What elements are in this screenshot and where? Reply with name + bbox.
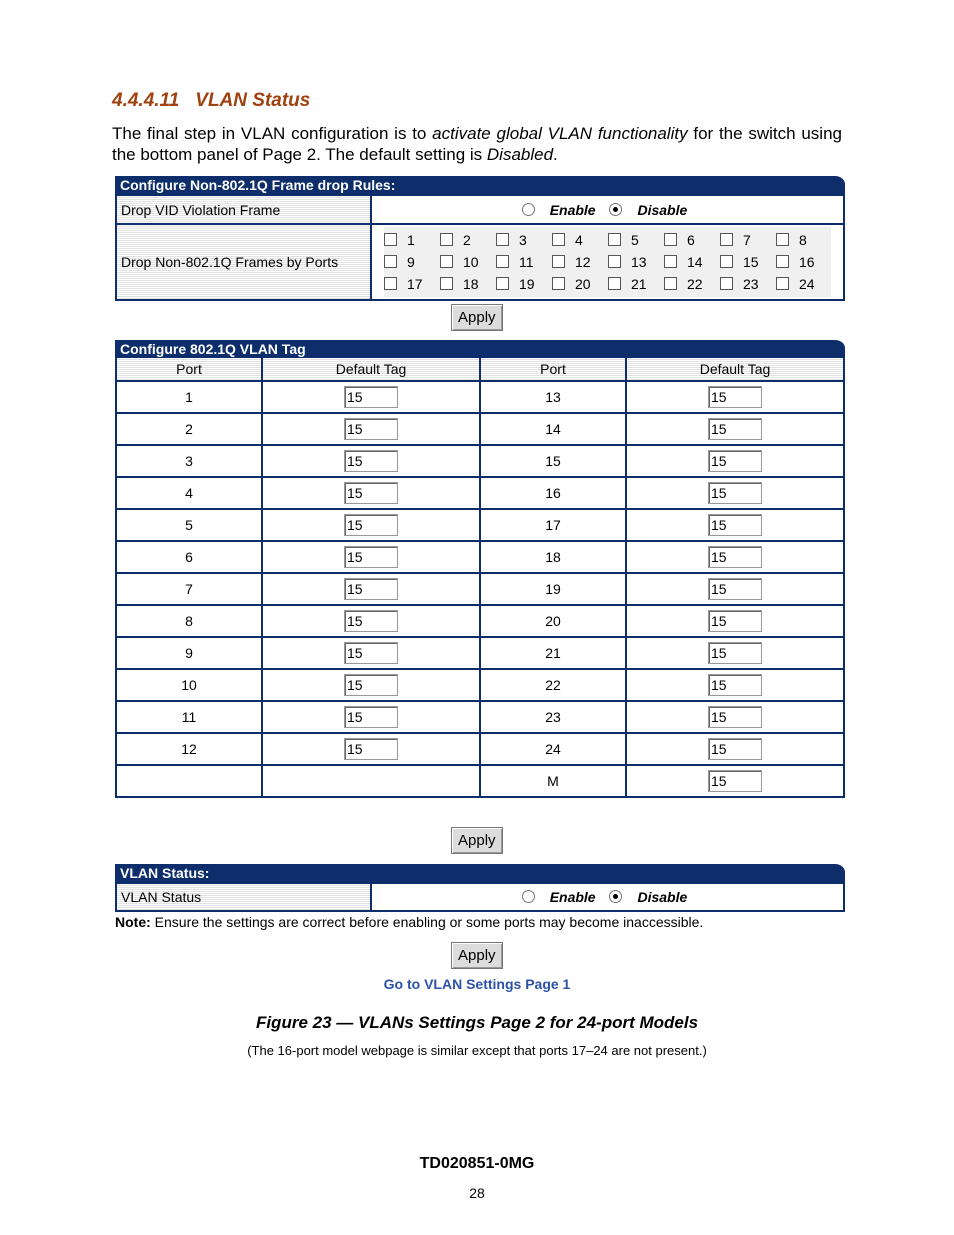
port-checkbox[interactable] — [608, 233, 621, 246]
port-checkbox[interactable] — [664, 233, 677, 246]
default-tag-input[interactable]: 15 — [344, 418, 398, 440]
intro-text-3: . — [553, 145, 558, 164]
port-checkbox[interactable] — [440, 277, 453, 290]
default-tag-cell — [626, 381, 844, 413]
port-checkbox-label: 20 — [575, 276, 591, 292]
section-number: 4.4.4.11 — [112, 90, 180, 111]
document-id: TD020851-0MG — [419, 1155, 535, 1172]
section-title: VLAN Status — [195, 90, 311, 111]
port-checkbox-item[interactable] — [664, 273, 720, 295]
panel-title: Configure Non-802.1Q Frame drop Rules: — [115, 176, 845, 194]
figure-caption: Figure 23 — VLANs Settings Page 2 for 24-port Models — [255, 1013, 699, 1032]
row-label-vid-violation: Drop VID Violation Frame — [116, 195, 371, 224]
port-checkbox-label: 19 — [519, 276, 535, 292]
enable-label: Enable — [549, 201, 596, 218]
port-cell: 7 — [116, 573, 262, 605]
default-tag-cell — [626, 701, 844, 733]
vlan-tag-table — [115, 358, 845, 798]
default-tag-input[interactable]: 15 — [344, 482, 398, 504]
port-checkbox-item[interactable] — [608, 251, 664, 273]
note-body: Ensure the settings are correct before enabling or some ports may become inaccessible. — [150, 914, 704, 930]
default-tag-input[interactable]: 15 — [708, 578, 762, 600]
port-checkbox-item[interactable] — [552, 229, 608, 251]
port-checkbox-label: 1 — [407, 232, 415, 248]
header-default-tag: Default Tag — [262, 358, 480, 381]
default-tag-input[interactable]: 15 — [344, 546, 398, 568]
default-tag-input[interactable]: 15 — [708, 674, 762, 696]
port-checkbox-item[interactable] — [552, 251, 608, 273]
port-checkbox-item[interactable] — [496, 229, 552, 251]
default-tag-cell — [262, 413, 480, 445]
default-tag-cell — [262, 637, 480, 669]
port-checkbox-item[interactable] — [440, 229, 496, 251]
port-checkbox[interactable] — [664, 255, 677, 268]
default-tag-cell — [262, 733, 480, 765]
table-row — [116, 733, 844, 765]
port-checkbox-label: 9 — [407, 254, 415, 270]
frame-drop-table — [115, 194, 845, 301]
port-cell: 12 — [116, 733, 262, 765]
port-checkbox-label: 13 — [631, 254, 647, 270]
port-checkbox-item[interactable] — [496, 251, 552, 273]
default-tag-input[interactable]: 15 — [708, 418, 762, 440]
default-tag-input[interactable]: 15 — [344, 578, 398, 600]
table-row — [116, 605, 844, 637]
header-port: Port — [116, 358, 262, 381]
port-checkbox[interactable] — [608, 255, 621, 268]
table-row — [116, 445, 844, 477]
port-checkbox[interactable] — [496, 233, 509, 246]
frame-drop-rules-panel — [115, 176, 845, 301]
default-tag-input[interactable]: 15 — [344, 738, 398, 760]
default-tag-input[interactable]: 15 — [344, 706, 398, 728]
port-checkbox-label: 3 — [519, 232, 527, 248]
intro-emphasis-2: Disabled — [486, 145, 554, 164]
disable-radio[interactable] — [609, 203, 622, 216]
port-checkbox-item[interactable] — [776, 251, 832, 273]
default-tag-input[interactable]: 15 — [344, 610, 398, 632]
port-checkbox[interactable] — [384, 233, 397, 246]
disable-label: Disable — [637, 889, 688, 905]
port-checkbox[interactable] — [496, 255, 509, 268]
default-tag-input[interactable]: 15 — [344, 514, 398, 536]
default-tag-input[interactable]: 15 — [708, 386, 762, 408]
port-checkbox-label: 16 — [799, 254, 815, 270]
vid-violation-radio-group — [371, 195, 844, 224]
port-cell: 6 — [116, 541, 262, 573]
port-checkbox-label: 4 — [575, 232, 583, 248]
port-cell: 13 — [480, 381, 626, 413]
default-tag-input[interactable]: 15 — [708, 482, 762, 504]
port-checkbox-label: 8 — [799, 232, 807, 248]
default-tag-cell — [626, 477, 844, 509]
port-checkbox[interactable] — [664, 277, 677, 290]
table-row — [116, 637, 844, 669]
port-checkbox[interactable] — [496, 277, 509, 290]
enable-label: Enable — [549, 889, 596, 905]
port-checkbox-item[interactable] — [552, 273, 608, 295]
table-row — [116, 381, 844, 413]
port-checkbox-label: 17 — [407, 276, 423, 292]
port-checkbox-item[interactable] — [384, 251, 440, 273]
default-tag-input[interactable]: 15 — [344, 642, 398, 664]
port-checkbox-item[interactable] — [384, 273, 440, 295]
port-checkbox-label: 7 — [743, 232, 751, 248]
row-label-vlan-status: VLAN Status — [116, 883, 371, 911]
default-tag-cell — [626, 605, 844, 637]
port-checkbox[interactable] — [720, 233, 733, 246]
port-checkbox[interactable] — [552, 255, 565, 268]
disable-label: Disable — [637, 201, 688, 218]
port-checkbox[interactable] — [440, 233, 453, 246]
port-checkbox[interactable] — [384, 277, 397, 290]
default-tag-input[interactable]: 15 — [708, 642, 762, 664]
port-checkbox-item[interactable] — [440, 273, 496, 295]
header-port: Port — [480, 358, 626, 381]
port-cell: 16 — [480, 477, 626, 509]
panel-title: VLAN Status: — [115, 864, 845, 882]
table-row — [116, 701, 844, 733]
default-tag-input[interactable]: 15 — [708, 514, 762, 536]
port-cell: M — [480, 765, 626, 797]
default-tag-cell — [626, 445, 844, 477]
default-tag-input[interactable]: 15 — [344, 386, 398, 408]
port-checkbox[interactable] — [776, 255, 789, 268]
default-tag-cell — [626, 637, 844, 669]
port-cell — [116, 765, 262, 797]
port-checkbox-item[interactable] — [720, 273, 776, 295]
figure-subcaption: (The 16-port model webpage is similar except that ports 17–24 are not present.) — [247, 1043, 707, 1058]
port-cell: 20 — [480, 605, 626, 637]
port-cell: 14 — [480, 413, 626, 445]
intro-text-1: The final step in VLAN configuration is to — [112, 124, 433, 143]
default-tag-cell — [626, 413, 844, 445]
header-default-tag: Default Tag — [626, 358, 844, 381]
default-tag-cell — [626, 733, 844, 765]
port-checkbox-label: 12 — [575, 254, 591, 270]
port-checkbox-item[interactable] — [384, 229, 440, 251]
port-checkbox-label: 10 — [463, 254, 479, 270]
port-cell: 19 — [480, 573, 626, 605]
port-checkbox-label: 22 — [687, 276, 703, 292]
section-heading — [112, 90, 310, 112]
port-checkbox[interactable] — [776, 233, 789, 246]
default-tag-input[interactable]: 15 — [708, 770, 762, 792]
default-tag-input[interactable]: 15 — [708, 738, 762, 760]
port-checkbox-label: 18 — [463, 276, 479, 292]
row-label-drop-non-8021q: Drop Non-802.1Q Frames by Ports — [116, 224, 371, 300]
port-checkbox-item[interactable] — [664, 229, 720, 251]
port-checkbox-label: 23 — [743, 276, 759, 292]
note-text — [115, 914, 703, 930]
port-checkbox-grid — [384, 227, 831, 297]
table-row — [116, 669, 844, 701]
default-tag-input[interactable]: 15 — [708, 450, 762, 472]
port-checkbox-item[interactable] — [608, 273, 664, 295]
port-cell: 17 — [480, 509, 626, 541]
default-tag-cell — [262, 445, 480, 477]
table-row — [116, 477, 844, 509]
port-checkbox-label: 15 — [743, 254, 759, 270]
port-cell: 8 — [116, 605, 262, 637]
intro-paragraph — [112, 123, 842, 165]
vlan-status-radio-group — [371, 883, 844, 911]
port-cell: 1 — [116, 381, 262, 413]
port-checkbox-item[interactable] — [608, 229, 664, 251]
apply-button-vlan-status[interactable]: Apply — [451, 942, 503, 969]
port-checkbox-item[interactable] — [440, 251, 496, 273]
port-checkbox[interactable] — [720, 255, 733, 268]
port-cell: 24 — [480, 733, 626, 765]
default-tag-cell — [626, 669, 844, 701]
default-tag-input[interactable]: 15 — [344, 450, 398, 472]
port-cell: 18 — [480, 541, 626, 573]
disable-radio[interactable] — [609, 890, 622, 903]
port-checkbox-item[interactable] — [496, 273, 552, 295]
default-tag-cell — [262, 477, 480, 509]
port-checkbox-item[interactable] — [720, 229, 776, 251]
port-checkbox[interactable] — [552, 233, 565, 246]
port-checkbox-item[interactable] — [776, 273, 832, 295]
vlan-status-table — [115, 882, 845, 912]
default-tag-cell — [262, 509, 480, 541]
apply-button-frame-drop[interactable]: Apply — [451, 304, 503, 331]
vlan-tag-panel — [115, 340, 845, 798]
port-cell: 11 — [116, 701, 262, 733]
default-tag-cell — [262, 381, 480, 413]
port-cell: 3 — [116, 445, 262, 477]
port-checkbox-label: 11 — [519, 254, 534, 270]
port-checkbox-item[interactable] — [664, 251, 720, 273]
port-checkbox-label: 6 — [687, 232, 695, 248]
port-checkbox[interactable] — [776, 277, 789, 290]
default-tag-cell — [262, 541, 480, 573]
port-cell: 5 — [116, 509, 262, 541]
default-tag-cell — [626, 765, 844, 797]
port-cell: 23 — [480, 701, 626, 733]
table-row — [116, 413, 844, 445]
default-tag-cell — [626, 509, 844, 541]
page-number: 28 — [469, 1185, 485, 1201]
port-checkbox-item[interactable] — [776, 229, 832, 251]
port-cell: 22 — [480, 669, 626, 701]
panel-title: Configure 802.1Q VLAN Tag — [115, 340, 845, 358]
go-to-settings-page-1-link[interactable]: Go to VLAN Settings Page 1 — [383, 976, 571, 992]
note-bold: Note: — [115, 914, 151, 930]
port-checkbox-label: 21 — [631, 276, 647, 292]
intro-text-2: for the switch using the bottom panel of Page 2. The default setting is — [112, 124, 842, 164]
default-tag-input[interactable]: 15 — [344, 674, 398, 696]
port-checkbox[interactable] — [440, 255, 453, 268]
intro-emphasis-1: activate global VLAN functionality — [432, 124, 688, 143]
table-row — [116, 765, 844, 797]
table-row — [116, 573, 844, 605]
port-checkbox-cell — [371, 224, 844, 300]
default-tag-cell — [262, 701, 480, 733]
default-tag-input[interactable]: 15 — [708, 546, 762, 568]
port-checkbox-label: 5 — [631, 232, 639, 248]
apply-button-vlan-tag[interactable]: Apply — [451, 827, 503, 854]
default-tag-cell — [262, 605, 480, 637]
port-checkbox[interactable] — [608, 277, 621, 290]
table-row — [116, 541, 844, 573]
port-checkbox[interactable] — [384, 255, 397, 268]
port-checkbox-item[interactable] — [720, 251, 776, 273]
port-checkbox[interactable] — [720, 277, 733, 290]
default-tag-input[interactable]: 15 — [708, 706, 762, 728]
default-tag-cell — [262, 765, 480, 797]
port-cell: 15 — [480, 445, 626, 477]
default-tag-cell — [626, 541, 844, 573]
port-checkbox-label: 14 — [687, 254, 703, 270]
vlan-status-panel — [115, 864, 845, 912]
port-checkbox[interactable] — [552, 277, 565, 290]
port-checkbox-label: 2 — [463, 232, 471, 248]
default-tag-input[interactable]: 15 — [708, 610, 762, 632]
port-cell: 9 — [116, 637, 262, 669]
table-row — [116, 509, 844, 541]
port-checkbox-label: 24 — [799, 276, 815, 292]
port-cell: 10 — [116, 669, 262, 701]
enable-radio[interactable] — [522, 890, 535, 903]
default-tag-cell — [262, 573, 480, 605]
default-tag-cell — [626, 573, 844, 605]
port-cell: 2 — [116, 413, 262, 445]
port-cell: 4 — [116, 477, 262, 509]
port-cell: 21 — [480, 637, 626, 669]
default-tag-cell — [262, 669, 480, 701]
enable-radio[interactable] — [522, 203, 535, 216]
